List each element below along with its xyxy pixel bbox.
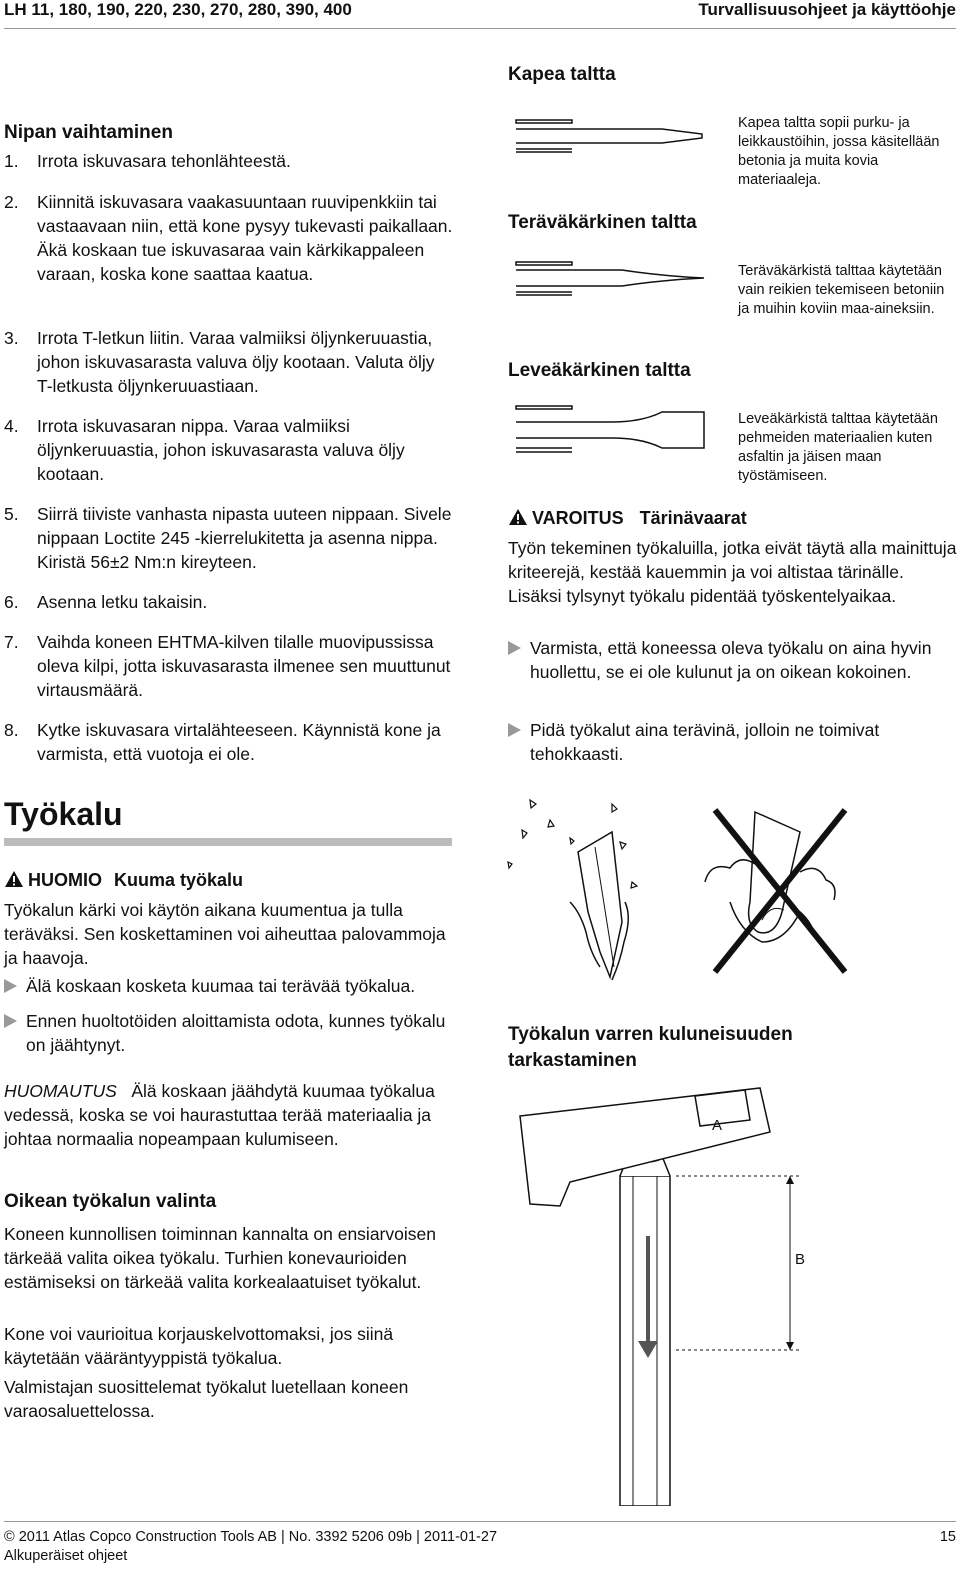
warning-bullet: Pidä työkalut aina terävinä, jolloin ne toimivat tehokkaasti. xyxy=(508,718,948,766)
warning-title: Tärinävaarat xyxy=(639,508,747,528)
chisel-narrow-title: Kapea taltta xyxy=(508,64,616,85)
chisel-narrow-desc: Kapea taltta sopii purku- ja leikkaustöihin, jossa käsitellään betonia ja muita kovia materiaaleja. xyxy=(738,115,940,188)
footer-copyright: © 2011 Atlas Copco Construction Tools AB | No. 3392 5206 09b | 2011-01-27 xyxy=(4,1529,498,1545)
chisel-pointed-title: Teräväkärkinen taltta xyxy=(508,212,697,233)
wide-chisel-icon xyxy=(512,402,708,458)
chisel-wide-desc: Leveäkärkistä talttaa käytetään pehmeiden materiaalien kuten asfaltin ja jäisen maan työstämiseen. xyxy=(738,411,938,484)
warning-tag: VAROITUS xyxy=(532,508,624,528)
step-3: 3. Irrota T-letkun liitin. Varaa valmiiksi öljynkeruuastia, johon iskuvasarasta valuva öljy kootaan. Valuta öljy T-letkusta öljynkeruuastiaan. xyxy=(4,328,435,396)
selection-paragraph: Valmistajan suosittelemat työkalut luetellaan koneen varaosaluettelossa. xyxy=(4,1377,409,1421)
bullet-arrow-icon xyxy=(508,723,521,737)
selection-paragraph: Koneen kunnollisen toiminnan kannalta on ensiarvoisen tärkeää valita oikea työkalu. Turhien konevaurioiden estämiseksi on tärkeää valita korkealaatuiset työkalut. xyxy=(4,1224,436,1292)
step-6: 6. Asenna letku takaisin. xyxy=(4,592,208,612)
notice-text: Työkalun kärki voi käytön aikana kuumentua ja tulla teräväksi. Sen koskettaminen voi aiheuttaa palovammoja ja haavoja. xyxy=(4,900,446,968)
page-number: 15 xyxy=(939,1529,956,1545)
note-tag: HUOMAUTUS xyxy=(4,1081,117,1101)
note-block xyxy=(4,1079,452,1151)
shank-wear-gauge-illustration xyxy=(500,1086,860,1506)
bullet-arrow-icon xyxy=(4,1014,17,1028)
wear-check-title: Työkalun varren kuluneisuuden tarkastaminen xyxy=(508,1024,793,1071)
pointed-chisel-icon xyxy=(512,258,708,298)
header-right: Turvallisuusohjeet ja käyttöohje xyxy=(698,0,956,19)
notice-bullet: Älä koskaan kosketa kuumaa tai terävää työkalua. xyxy=(4,974,456,998)
bullet-arrow-icon xyxy=(508,641,521,655)
note-text: Älä koskaan jäähdytä kuumaa työkalua vedessä, koska se voi haurastuttaa terää materiaalia ja johtaa normaalia nopeampaan kulumiseen. xyxy=(4,1081,435,1149)
step-8: 8. Kytke iskuvasara virtalähteeseen. Käynnistä kone ja varmista, että vuotoja ei ole. xyxy=(4,720,441,764)
selection-paragraph: Kone voi vaurioitua korjauskelvottomaksi, jos siinä käytetään vääräntyyppistä työkalua. xyxy=(4,1324,394,1368)
warning-bullet: Varmista, että koneessa oleva työkalu on aina hyvin huollettu, se ei ole kulunut ja on oikean kokoinen. xyxy=(508,636,948,684)
step-7: 7. Vaihda koneen EHTMA-kilven tilalle muovipussissa oleva kilpi, jotta iskuvasarasta ilmenee sen muuttunut virtausmäärä. xyxy=(4,632,451,700)
header-left: LH 11, 180, 190, 220, 230, 270, 280, 390, 400 xyxy=(4,0,352,19)
step-4: 4. Irrota iskuvasaran nippa. Varaa valmiiksi öljynkeruuastia, johon iskuvasarasta valuva öljy kootaan. xyxy=(4,416,405,484)
narrow-chisel-icon xyxy=(512,116,708,156)
tool-title: Työkalu xyxy=(4,796,123,832)
label-a: A xyxy=(712,1117,723,1134)
warning-heading xyxy=(508,508,747,529)
warning-triangle-icon xyxy=(4,870,24,888)
warning-text: Työn tekeminen työkaluilla, jotka eivät täytä alla mainittuja kriteerejä, kestää kauemmin ja voi altistaa tärinälle. Lisäksi tylsynyt työkalu pidentää työskentelyaikaa. xyxy=(508,538,957,606)
step-1: 1. Irrota iskuvasara tehonlähteestä. xyxy=(4,151,291,171)
step-2: 2. Kiinnitä iskuvasara vaakasuuntaan ruuvipenkkiin tai vastaavaan niin, että kone pysyy tukevasti paikallaan. Äkä koskaan tue iskuvasaraa vain kärkikappaleen varaan, koska kone saattaa kaatua. xyxy=(4,192,453,284)
notice-heading xyxy=(4,870,243,891)
footer-original: Alkuperäiset ohjeet xyxy=(4,1548,128,1564)
chisel-wide-title: Leveäkärkinen taltta xyxy=(508,360,691,381)
tool-title-underline xyxy=(4,838,452,846)
selection-title: Oikean työkalun valinta xyxy=(4,1191,217,1212)
bullet-arrow-icon xyxy=(4,979,17,993)
header-divider xyxy=(4,28,956,29)
bit-change-title: Nipan vaihtaminen xyxy=(4,122,173,143)
label-b: B xyxy=(795,1251,806,1268)
footer-divider xyxy=(4,1521,956,1522)
warning-triangle-icon xyxy=(508,508,528,526)
sharp-vs-blunt-tool-illustration xyxy=(500,792,860,992)
step-5: 5. Siirrä tiiviste vanhasta nipasta uuteen nippaan. Sivele nippaan Loctite 245 -kierrelukitetta ja asenna nippa. Kiristä 56±2 Nm:n kireyteen. xyxy=(4,504,452,572)
notice-title: Kuuma työkalu xyxy=(114,870,244,890)
notice-bullet: Ennen huoltotöiden aloittamista odota, kunnes työkalu on jäähtynyt. xyxy=(4,1009,456,1057)
notice-tag: HUOMIO xyxy=(28,870,102,890)
chisel-pointed-desc: Teräväkärkistä talttaa käytetään vain reikien tekemiseen betoniin ja muihin koviin maa-aineksiin. xyxy=(738,263,945,317)
